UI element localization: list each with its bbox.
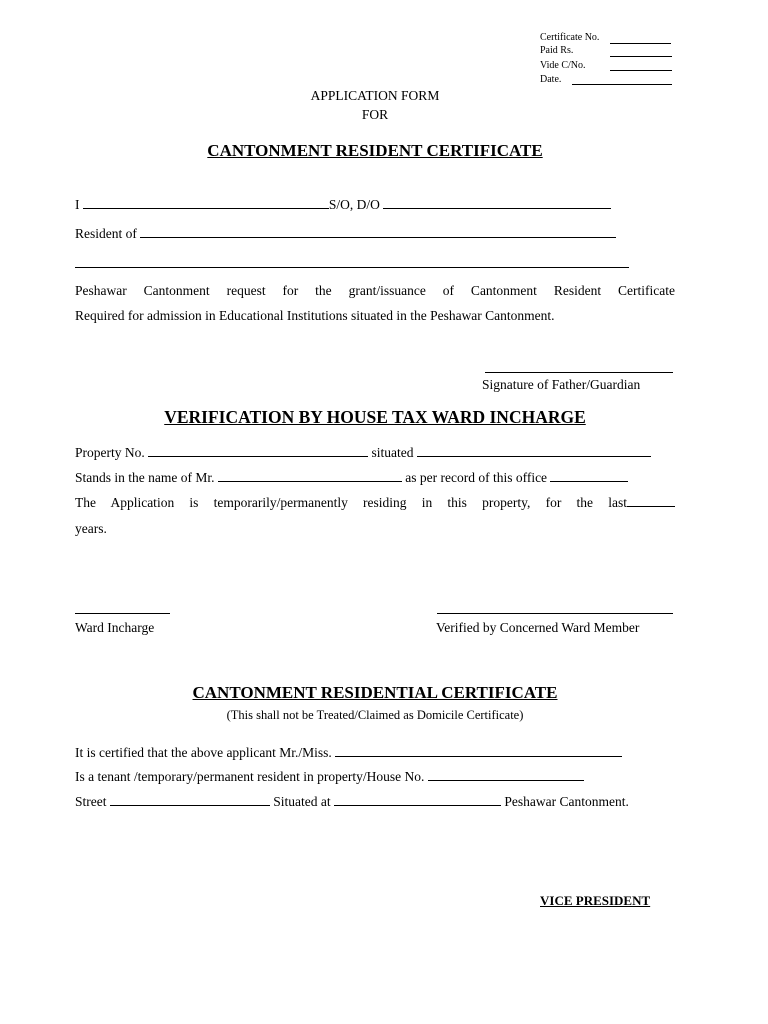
street-field[interactable] bbox=[110, 794, 270, 806]
applicant-field[interactable] bbox=[335, 745, 622, 757]
ward-member-signature-field[interactable] bbox=[437, 613, 673, 614]
situated-field[interactable] bbox=[417, 445, 651, 457]
certified-row bbox=[75, 745, 622, 761]
date-field[interactable] bbox=[572, 84, 672, 85]
resident-of-label: Resident of bbox=[75, 226, 137, 241]
sodo-label: S/O, D/O bbox=[328, 197, 380, 212]
property-no-field[interactable] bbox=[148, 445, 368, 457]
vide-cno-field[interactable] bbox=[610, 70, 672, 71]
property-row bbox=[75, 445, 651, 461]
resident-of-field[interactable] bbox=[140, 226, 616, 238]
applicant-name-row bbox=[75, 197, 611, 213]
guardian-signature-field[interactable] bbox=[485, 372, 673, 373]
section3-subtitle: (This shall not be Treated/Claimed as Domicile Certificate) bbox=[226, 708, 524, 722]
verified-label: Verified by Concerned Ward Member bbox=[436, 620, 640, 635]
ward-incharge-signature-field[interactable] bbox=[75, 613, 170, 614]
tenant-label: Is a tenant /temporary/permanent resident in property/House No. bbox=[75, 769, 425, 784]
stands-row bbox=[75, 470, 628, 486]
address-continuation-field[interactable] bbox=[75, 267, 629, 268]
situated-label: situated bbox=[371, 445, 414, 460]
date-label: Date. bbox=[540, 74, 562, 85]
situated-at-field[interactable] bbox=[334, 794, 501, 806]
certified-label: It is certified that the above applicant Mr./Miss. bbox=[75, 745, 332, 760]
residing-row bbox=[75, 495, 675, 511]
tenant-row bbox=[75, 769, 584, 785]
house-no-field[interactable] bbox=[428, 769, 584, 781]
section1-title: CANTONMENT RESIDENT CERTIFICATE bbox=[207, 141, 543, 160]
paid-rs-field[interactable] bbox=[610, 56, 672, 57]
peshawar-cantonment-label: Peshawar Cantonment. bbox=[504, 794, 629, 809]
street-row bbox=[75, 794, 629, 810]
i-label: I bbox=[75, 197, 80, 212]
section2-title: VERIFICATION BY HOUSE TAX WARD INCHARGE bbox=[164, 407, 586, 427]
stands-label: Stands in the name of Mr. bbox=[75, 470, 215, 485]
request-paragraph-line1: Peshawar Cantonment request for the grant/issuance of Cantonment Resident Certificate bbox=[75, 283, 675, 298]
situated-at-label: Situated at bbox=[273, 794, 331, 809]
parent-name-field[interactable] bbox=[383, 197, 611, 209]
paid-rs-label: Paid Rs. bbox=[540, 45, 574, 56]
owner-name-field[interactable] bbox=[218, 470, 402, 482]
years-field[interactable] bbox=[627, 495, 675, 507]
form-title-line1: APPLICATION FORM bbox=[310, 88, 440, 103]
street-label: Street bbox=[75, 794, 107, 809]
ward-incharge-label: Ward Incharge bbox=[75, 620, 155, 635]
application-line: The Application is temporarily/permanently residing in this property, for the last bbox=[75, 495, 627, 510]
certificate-no-label: Certificate No. bbox=[540, 32, 600, 43]
resident-of-row bbox=[75, 226, 616, 242]
as-per-record-label: as per record of this office bbox=[405, 470, 548, 485]
vide-cno-label: Vide C/No. bbox=[540, 60, 586, 71]
applicant-name-field[interactable] bbox=[83, 197, 329, 209]
certificate-no-field[interactable] bbox=[610, 43, 671, 44]
years-label: years. bbox=[75, 521, 107, 536]
form-title-line2: FOR bbox=[361, 107, 389, 122]
guardian-signature-label: Signature of Father/Guardian bbox=[482, 377, 641, 392]
request-paragraph-line2: Required for admission in Educational Institutions situated in the Peshawar Cantonment. bbox=[75, 308, 555, 323]
section3-title: CANTONMENT RESIDENTIAL CERTIFICATE bbox=[192, 683, 558, 702]
record-field[interactable] bbox=[550, 470, 628, 482]
vice-president-label: VICE PRESIDENT bbox=[540, 893, 651, 908]
property-no-label: Property No. bbox=[75, 445, 145, 460]
